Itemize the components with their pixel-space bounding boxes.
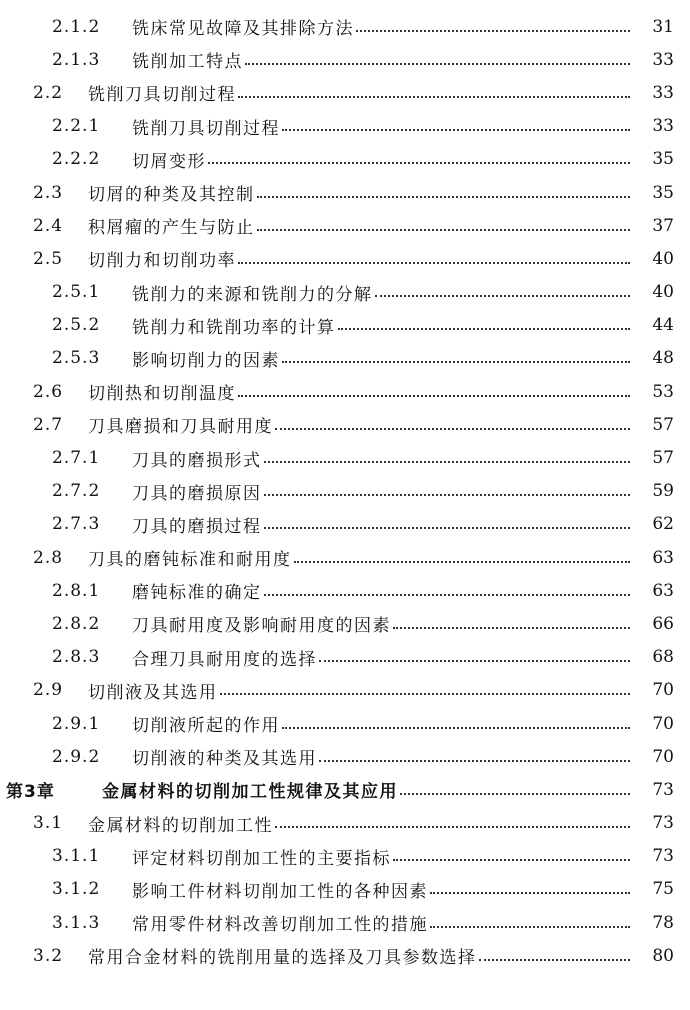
dot-leader <box>356 30 630 32</box>
dot-leader <box>393 627 630 629</box>
toc-entry <box>0 209 690 242</box>
toc-entry-title: 影响工件材料切削加工性的各种因素 <box>132 881 428 902</box>
toc-entry-title: 刀具磨损和刀具耐用度 <box>88 417 273 438</box>
dot-leader <box>375 295 631 297</box>
toc-entry-page: 59 <box>652 481 674 502</box>
toc-entry <box>0 475 690 508</box>
toc-entry-number: 2.5.2 <box>52 315 101 336</box>
toc-entry-title: 铣削加工特点 <box>132 52 243 73</box>
dot-leader <box>208 162 630 164</box>
dot-leader <box>264 494 631 496</box>
toc-entry <box>0 873 690 906</box>
toc-entry-title: 刀具的磨损形式 <box>132 450 262 471</box>
toc-entry-page: 53 <box>652 381 674 402</box>
toc-entry-number: 2.1.3 <box>52 49 101 70</box>
toc-entry-page: 33 <box>652 49 674 70</box>
toc-entry-page: 78 <box>652 912 674 933</box>
toc-entry <box>0 740 690 773</box>
dot-leader <box>338 328 631 330</box>
toc-entry-number: 2.5.3 <box>52 348 101 369</box>
toc-entry <box>0 508 690 541</box>
dot-leader <box>393 859 630 861</box>
dot-leader <box>257 196 631 198</box>
toc-entry-page: 48 <box>652 348 674 369</box>
toc-entry <box>0 176 690 209</box>
toc-entry <box>0 110 690 143</box>
toc-entry <box>0 43 690 76</box>
dot-leader <box>294 561 631 563</box>
dot-leader <box>319 660 630 662</box>
toc-entry-title: 切屑变形 <box>132 151 206 172</box>
toc-entry-number: 2.2 <box>33 82 64 103</box>
toc-entry-title: 评定材料切削加工性的主要指标 <box>132 848 391 869</box>
toc-entry-page: 31 <box>652 16 674 37</box>
toc-entry-number: 2.8.1 <box>52 580 101 601</box>
toc-entry-page: 73 <box>652 813 674 834</box>
dot-leader <box>282 727 630 729</box>
toc-entry <box>0 375 690 408</box>
dot-leader <box>430 892 630 894</box>
dot-leader <box>282 129 630 131</box>
toc-entry-number: 2.2.1 <box>52 116 101 137</box>
toc-entry-number: 2.8.2 <box>52 613 101 634</box>
toc-entry-page: 73 <box>652 779 674 800</box>
toc-entry-number: 2.7.3 <box>52 514 101 535</box>
toc-entry <box>0 242 690 275</box>
toc-entry-number: 2.4 <box>33 215 64 236</box>
toc-entry-title: 切屑的种类及其控制 <box>88 185 255 206</box>
toc-entry-number: 3.1 <box>33 813 64 834</box>
toc-entry-title: 合理刀具耐用度的选择 <box>132 649 317 670</box>
dot-leader <box>264 594 631 596</box>
toc-entry-page: 57 <box>652 414 674 435</box>
dot-leader <box>238 395 630 397</box>
dot-leader <box>479 959 631 961</box>
toc-entry-title: 影响切削力的因素 <box>132 350 280 371</box>
toc-entry-number: 2.6 <box>33 381 64 402</box>
toc-entry <box>0 10 690 43</box>
toc-entry <box>0 707 690 740</box>
toc-entry-number: 2.9.2 <box>52 746 101 767</box>
dot-leader <box>238 262 630 264</box>
toc-entry-title: 切削热和切削温度 <box>88 384 236 405</box>
toc-entry-page: 35 <box>652 182 674 203</box>
dot-leader <box>282 361 630 363</box>
toc-entry-page: 35 <box>652 149 674 170</box>
toc-entry-number: 2.7 <box>33 414 64 435</box>
toc-entry <box>0 143 690 176</box>
toc-entry-title: 铣削力和铣削功率的计算 <box>132 317 336 338</box>
toc-entry-page: 70 <box>652 713 674 734</box>
toc-entry-title: 刀具的磨损原因 <box>132 483 262 504</box>
toc-entry <box>0 541 690 574</box>
toc-entry-title: 积屑瘤的产生与防止 <box>88 218 255 239</box>
toc-entry-number: 2.7.1 <box>52 448 101 469</box>
dot-leader <box>264 461 631 463</box>
toc-entry-page: 40 <box>652 282 674 303</box>
toc-entry-title: 切削力和切削功率 <box>88 251 236 272</box>
toc-entry-page: 44 <box>652 315 674 336</box>
toc-entry-page: 40 <box>652 248 674 269</box>
toc-entry-page: 37 <box>652 215 674 236</box>
dot-leader <box>245 63 630 65</box>
toc-entry-number: 3.1.2 <box>52 879 101 900</box>
toc-entry <box>0 840 690 873</box>
toc-entry-title: 磨钝标准的确定 <box>132 583 262 604</box>
toc-entry-number: 2.9.1 <box>52 713 101 734</box>
toc-entry-page: 70 <box>652 680 674 701</box>
toc-entry-title: 常用零件材料改善切削加工性的措施 <box>132 915 428 936</box>
toc-entry-number: 2.7.2 <box>52 481 101 502</box>
toc-entry-page: 75 <box>652 879 674 900</box>
toc-entry-number: 3.2 <box>33 945 64 966</box>
dot-leader <box>400 793 630 795</box>
toc-entry <box>0 807 690 840</box>
dot-leader <box>319 760 630 762</box>
toc-entry-number: 第3章 <box>6 782 55 803</box>
dot-leader <box>430 926 630 928</box>
toc-entry-title: 切削液所起的作用 <box>132 716 280 737</box>
toc-entry-title: 刀具的磨损过程 <box>132 516 262 537</box>
toc-entry <box>0 574 690 607</box>
dot-leader <box>275 428 630 430</box>
toc-entry-title: 常用合金材料的铣削用量的选择及刀具参数选择 <box>88 948 477 969</box>
toc-entry <box>0 641 690 674</box>
toc-entry-title: 铣削力的来源和铣削力的分解 <box>132 284 373 305</box>
toc-entry-title: 铣床常见故障及其排除方法 <box>132 19 354 40</box>
dot-leader <box>238 96 630 98</box>
dot-leader <box>220 693 631 695</box>
toc-entry-page: 68 <box>652 647 674 668</box>
toc-entry <box>0 939 690 972</box>
toc-entry-page: 33 <box>652 116 674 137</box>
toc-entry-number: 2.2.2 <box>52 149 101 170</box>
toc-entry <box>0 342 690 375</box>
toc-entry-page: 62 <box>652 514 674 535</box>
toc-entry <box>0 906 690 939</box>
toc-entry-number: 3.1.1 <box>52 846 101 867</box>
toc-entry <box>0 309 690 342</box>
toc-entry-number: 2.5 <box>33 248 64 269</box>
toc-entry <box>0 408 690 441</box>
toc-entry <box>0 276 690 309</box>
toc-entry-number: 2.8.3 <box>52 647 101 668</box>
toc-entry-page: 80 <box>652 945 674 966</box>
dot-leader <box>275 826 630 828</box>
dot-leader <box>257 229 631 231</box>
toc-entry-page: 66 <box>652 613 674 634</box>
toc-entry-title: 金属材料的切削加工性规律及其应用 <box>102 782 398 803</box>
dot-leader <box>264 527 631 529</box>
toc-entry-title: 铣削刀具切削过程 <box>132 118 280 139</box>
toc-entry-title: 刀具耐用度及影响耐用度的因素 <box>132 616 391 637</box>
toc-entry-title: 切削液的种类及其选用 <box>132 749 317 770</box>
toc-entry-number: 2.1.2 <box>52 16 101 37</box>
toc-entry-number: 2.9 <box>33 680 64 701</box>
toc-chapter-entry <box>0 773 690 806</box>
toc-entry-title: 金属材料的切削加工性 <box>88 815 273 836</box>
toc-entry <box>0 607 690 640</box>
toc-entry-number: 2.5.1 <box>52 282 101 303</box>
toc-entry-page: 63 <box>652 547 674 568</box>
toc-entry-page: 73 <box>652 846 674 867</box>
toc-entry-number: 2.3 <box>33 182 64 203</box>
toc-entry-title: 刀具的磨钝标准和耐用度 <box>88 550 292 571</box>
toc-entry-page: 70 <box>652 746 674 767</box>
toc-entry-page: 63 <box>652 580 674 601</box>
toc-entry-number: 2.8 <box>33 547 64 568</box>
toc-entry-page: 57 <box>652 448 674 469</box>
toc-entry-number: 3.1.3 <box>52 912 101 933</box>
toc-entry <box>0 76 690 109</box>
toc-entry <box>0 441 690 474</box>
toc-entry-page: 33 <box>652 82 674 103</box>
toc-entry <box>0 674 690 707</box>
toc-entry-title: 切削液及其选用 <box>88 682 218 703</box>
toc-entry-title: 铣削刀具切削过程 <box>88 85 236 106</box>
